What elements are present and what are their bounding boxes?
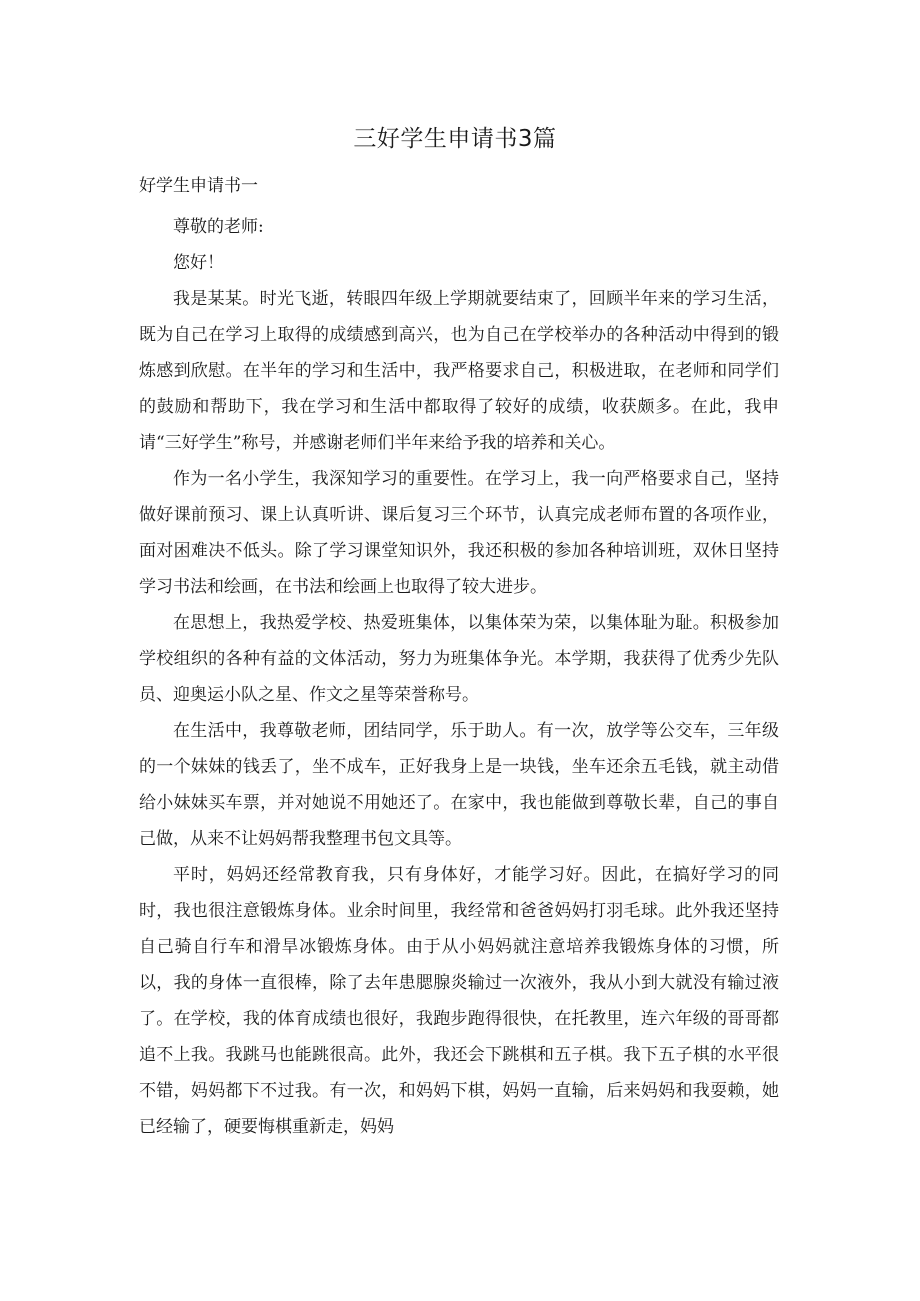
salutation: 尊敬的老师:: [173, 217, 264, 237]
paragraph: 作为一名小学生，我深知学习的重要性。在学习上，我一向严格要求自己，坚持做好课前预习、课上认真听讲、课后复习三个环节，认真完成老师布置的各项作业，面对困难决不低头。除了学习课堂知识外，我还积极的参加各种培训班，双休日坚持学习书法和绘画，在书法和绘画上也取得了较大进步。: [139, 469, 779, 597]
section-heading: 好学生申请书一: [139, 176, 258, 196]
document-title: 三好学生申请书3篇: [353, 126, 557, 152]
paragraph: 我是某某。时光飞逝，转眼四年级上学期就要结束了，回顾半年来的学习生活，既为自己在学习上取得的成绩感到高兴，也为自己在学校举办的各种活动中得到的锻炼感到欣慰。在半年的学习和生活中，我严格要求自己，积极进取，在老师和同学们的鼓励和帮助下，我在学习和生活中都取得了较好的成绩，收获颇多。在此，我申请“三好学生”称号，并感谢老师们半年来给予我的培养和关心。: [139, 289, 779, 453]
paragraph: 在生活中，我尊敬老师，团结同学，乐于助人。有一次，放学等公交车，三年级的一个妹妹的钱丢了，坐不成车，正好我身上是一块钱，坐车还余五毛钱，就主动借给小妹妹买车票，并对她说不用她还了。在家中，我也能做到尊敬长辈，自己的事自己做，从来不让妈妈帮我整理书包文具等。: [139, 721, 779, 849]
letter-body: [139, 209, 779, 1145]
paragraph: 在思想上，我热爱学校、热爱班集体，以集体荣为荣，以集体耻为耻。积极参加学校组织的各种有益的文体活动，努力为班集体争光。本学期，我获得了优秀少先队员、迎奥运小队之星、作文之星等荣誉称号。: [139, 613, 779, 705]
paragraph: 平时，妈妈还经常教育我，只有身体好，才能学习好。因此，在搞好学习的同时，我也很注意锻炼身体。业余时间里，我经常和爸爸妈妈打羽毛球。此外我还坚持自己骑自行车和滑旱冰锻炼身体。由于从小妈妈就注意培养我锻炼身体的习惯，所以，我的身体一直很棒，除了去年患腮腺炎输过一次液外，我从小到大就没有输过液了。在学校，我的体育成绩也很好，我跑步跑得很快，在托教里，连六年级的哥哥都追不上我。我跳马也能跳很高。此外，我还会下跳棋和五子棋。我下五子棋的水平很不错，妈妈都下不过我。有一次，和妈妈下棋，妈妈一直输，后来妈妈和我耍赖，她已经输了，硬要悔棋重新走，妈妈: [139, 865, 779, 1137]
greeting: 您好！: [173, 253, 224, 273]
